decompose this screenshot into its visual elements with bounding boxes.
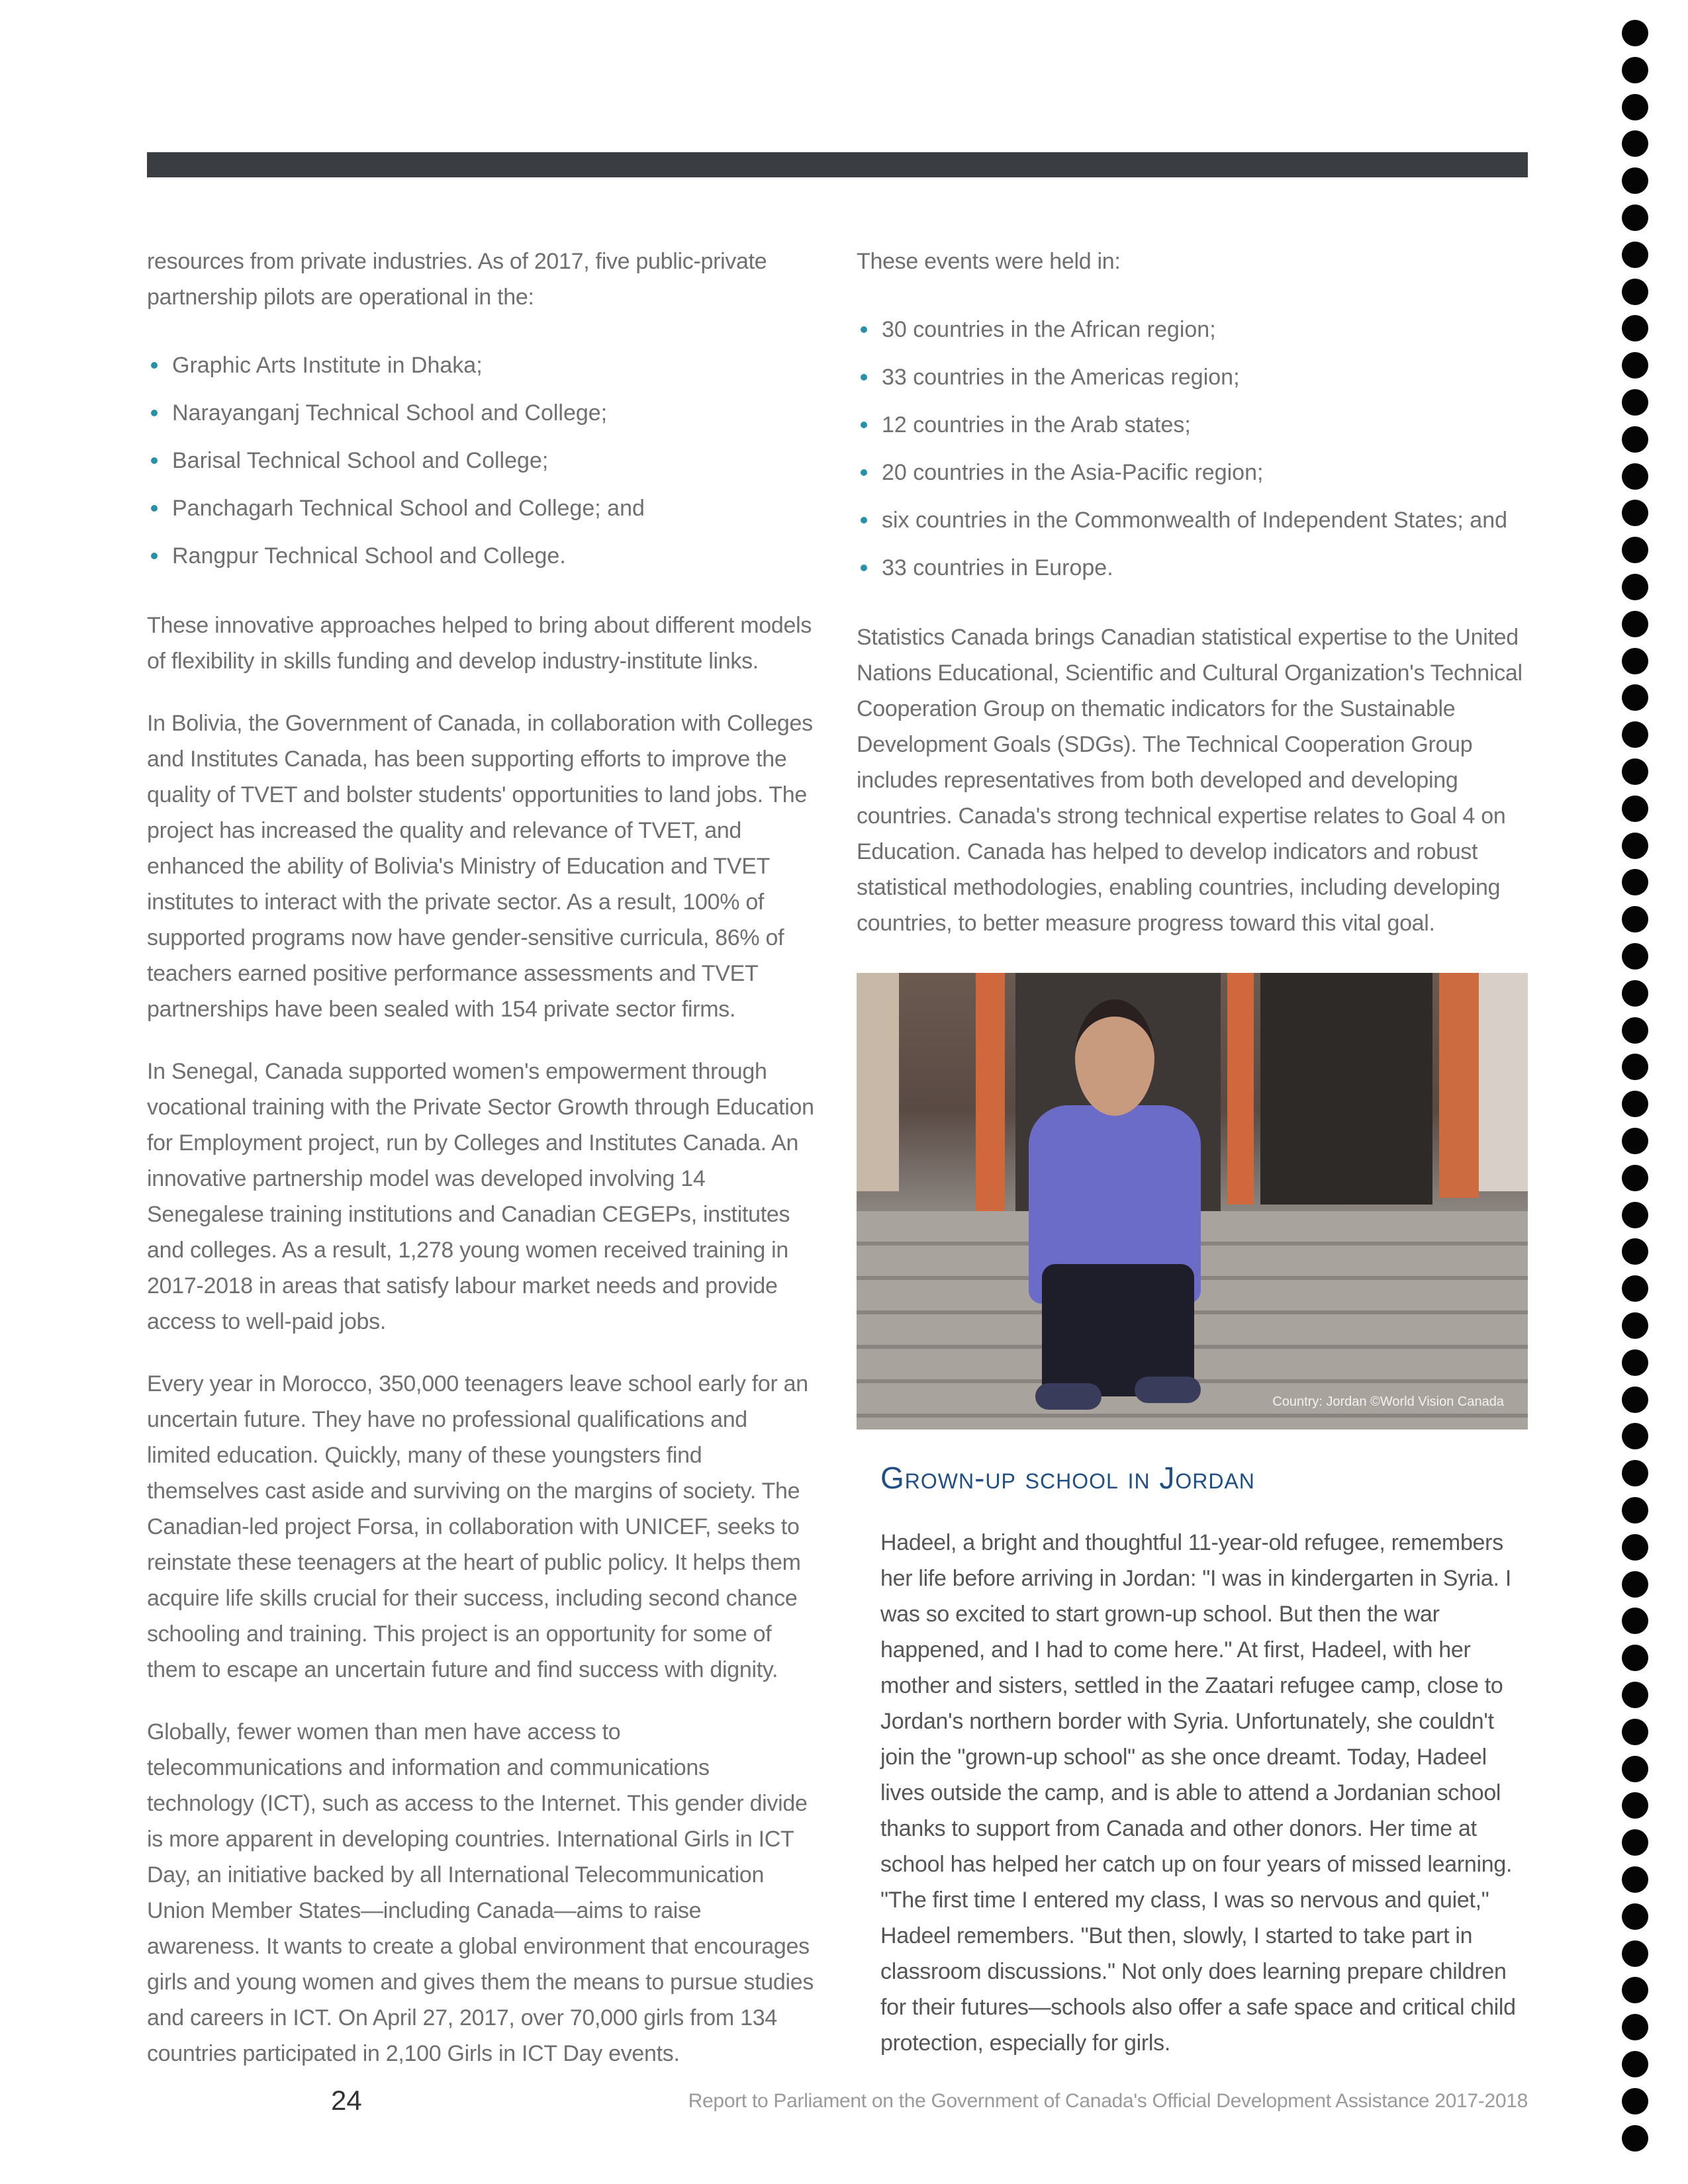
binding-hole	[1622, 2125, 1648, 2152]
binding-hole	[1622, 426, 1648, 453]
right-column	[857, 244, 1528, 2087]
binding-hole	[1622, 1460, 1648, 1486]
binding-hole	[1622, 167, 1648, 194]
girl-on-steps-photo	[857, 973, 1528, 1430]
binding-hole	[1622, 1571, 1648, 1598]
binding-hole	[1622, 205, 1648, 231]
binding-hole	[1622, 1128, 1648, 1154]
binding-hole	[1622, 1940, 1648, 1967]
binding-hole	[1622, 1866, 1648, 1893]
binding-hole	[1622, 1275, 1648, 1302]
list-item: 33 countries in Europe.	[857, 544, 1528, 592]
binding-hole	[1622, 57, 1648, 83]
sidebar-text: Hadeel, a bright and thoughtful 11-year-old refugee, remembers her life before arriving in Jordan: "I was in kindergarten in Syria. I was so excited to start grown-up school. But then the war happened, and I had to come here." At first, Hadeel, with her mother and sisters, settled in the Zaatari refugee camp, close to Jordan's northern border with Syria. Unfortunately, she couldn't join the "grown-up school" as she once dreamt. Today, Hadeel lives outside the camp, and is able to attend a Jordanian school thanks to support from Canada and other donors. Her time at school has helped her catch up on four years of missed learning. "The first time I entered my class, I was so nervous and quiet," Hadeel remembers. "But then, slowly, I started to take part in classroom discussions." Not only does learning prepare children for their futures—schools also offer a safe space and critical child protection, especially for girls.	[880, 1530, 1516, 2056]
binding-hole	[1622, 242, 1648, 268]
list-item: 20 countries in the Asia-Pacific region;	[857, 449, 1528, 496]
list-item: Panchagarh Technical School and College; and	[147, 484, 816, 532]
pilots-intro: resources from private industries. As of 2017, five public-private partnership pilots are operational in the:	[147, 249, 767, 310]
list-item: Rangpur Technical School and College.	[147, 532, 816, 580]
binding-hole	[1622, 1829, 1648, 1856]
binding-hole	[1622, 796, 1648, 822]
binding-hole	[1622, 1903, 1648, 1930]
left-column	[147, 244, 816, 2098]
binding-hole	[1622, 315, 1648, 341]
binding-hole	[1622, 1977, 1648, 2003]
binding-hole	[1622, 1792, 1648, 1819]
paragraph-statistics-canada: Statistics Canada brings Canadian statistical expertise to the United Nations Educational, Scientific and Cultural Organization's Technical Cooperation Group on thematic indicators for the Sustainable Development Goals (SDGs). The Technical Cooperation Group includes representatives from both developed and developing countries. Canada's strong technical expertise relates to Goal 4 on Education. Canada has helped to develop indicators and robust statistical methodologies, enabling countries, including developing countries, to better measure progress toward this vital goal.	[857, 625, 1523, 936]
binding-hole	[1622, 721, 1648, 748]
binding-hole	[1622, 2014, 1648, 2040]
binding-hole	[1622, 130, 1648, 157]
binding-hole	[1622, 980, 1648, 1007]
list-item: Narayanganj Technical School and College;	[147, 389, 816, 437]
binding-hole	[1622, 1719, 1648, 1745]
binding-hole	[1622, 1017, 1648, 1044]
list-item: 12 countries in the Arab states;	[857, 401, 1528, 449]
binding-hole	[1622, 1387, 1648, 1413]
binding-hole	[1622, 1238, 1648, 1265]
paragraph-approaches: These innovative approaches helped to bring about different models of flexibility in skills funding and develop industry-institute links.	[147, 613, 812, 674]
binding-hole	[1622, 1756, 1648, 1782]
binding-hole	[1622, 1534, 1648, 1561]
binding-hole	[1622, 943, 1648, 970]
photo-credit: Country: Jordan ©World Vision Canada	[1272, 1394, 1504, 1409]
binding-hole	[1622, 1202, 1648, 1228]
footer-report-title: Report to Parliament on the Government of Canada's Official Development Assistance 2017-2018	[688, 2090, 1528, 2112]
list-item: Barisal Technical School and College;	[147, 437, 816, 484]
binding-hole	[1622, 611, 1648, 637]
binding-hole	[1622, 1645, 1648, 1671]
regions-list	[857, 306, 1528, 592]
binding-hole	[1622, 758, 1648, 785]
binding-hole	[1622, 1682, 1648, 1708]
binding-holes	[1622, 20, 1655, 2164]
binding-hole	[1622, 1312, 1648, 1339]
binding-hole	[1622, 2051, 1648, 2077]
events-intro: These events were held in:	[857, 249, 1121, 274]
paragraph-ict: Globally, fewer women than men have access to telecommunications and information and communications technology (ICT), such as access to the Internet. This gender divide is more apparent in developing countries. International Girls in ICT Day, an initiative backed by all International Telecommunication Union Member States—including Canada—aims to raise awareness. It wants to create a global environment that encourages girls and young women and gives them the means to pursue studies and careers in ICT. On April 27, 2017, over 70,000 girls from 134 countries participated in 2,100 Girls in ICT Day events.	[147, 1719, 814, 2066]
binding-hole	[1622, 1497, 1648, 1524]
binding-hole	[1622, 463, 1648, 490]
binding-hole	[1622, 684, 1648, 711]
binding-hole	[1622, 574, 1648, 600]
binding-hole	[1622, 1091, 1648, 1117]
binding-hole	[1622, 352, 1648, 379]
paragraph-bolivia: In Bolivia, the Government of Canada, in collaboration with Colleges and Institutes Canada, has been supporting efforts to improve the quality of TVET and bolster students' opportunities to land jobs. The project has increased the quality and relevance of TVET, and enhanced the ability of Bolivia's Ministry of Education and TVET institutes to interact with the private sector. As a result, 100% of supported programs now have gender-sensitive curricula, 86% of teachers earned positive performance assessments and TVET partnerships have been sealed with 154 private sector firms.	[147, 711, 813, 1022]
binding-hole	[1622, 833, 1648, 859]
binding-hole	[1622, 1423, 1648, 1449]
binding-hole	[1622, 500, 1648, 526]
sidebar-title: Grown-up school in Jordan	[880, 1461, 1255, 1495]
binding-hole	[1622, 2088, 1648, 2115]
list-item: 30 countries in the African region;	[857, 306, 1528, 353]
binding-hole	[1622, 1165, 1648, 1191]
binding-hole	[1622, 537, 1648, 563]
binding-hole	[1622, 1608, 1648, 1634]
binding-hole	[1622, 648, 1648, 674]
page-number: 24	[331, 2085, 362, 2116]
binding-hole	[1622, 94, 1648, 120]
paragraph-senegal: In Senegal, Canada supported women's empowerment through vocational training with the Private Sector Growth through Education for Employment project, run by Colleges and Institutes Canada. An innovative partnership model was developed involving 14 Senegalese training institutions and Canadian CEGEPs, institutes and colleges. As a result, 1,278 young women received training in 2017-2018 in areas that satisfy labour market needs and provide access to well-paid jobs.	[147, 1059, 814, 1334]
binding-hole	[1622, 906, 1648, 933]
binding-hole	[1622, 279, 1648, 305]
binding-hole	[1622, 1054, 1648, 1080]
header-bar	[147, 152, 1528, 177]
binding-hole	[1622, 1349, 1648, 1376]
list-item: six countries in the Commonwealth of Independent States; and	[857, 496, 1528, 544]
binding-hole	[1622, 389, 1648, 416]
list-item: Graphic Arts Institute in Dhaka;	[147, 341, 816, 389]
binding-hole	[1622, 20, 1648, 46]
pilots-list	[147, 341, 816, 580]
story-sidebar	[857, 1460, 1528, 2061]
binding-hole	[1622, 869, 1648, 895]
paragraph-morocco: Every year in Morocco, 350,000 teenagers leave school early for an uncertain future. They have no professional qualifications and limited education. Quickly, many of these youngsters find themselves cast aside and surviving on the margins of society. The Canadian-led project Forsa, in collaboration with UNICEF, seeks to reinstate these teenagers at the heart of public policy. It helps them acquire life skills crucial for their success, including second chance schooling and training. This project is an opportunity for some of them to escape an uncertain future and find success with dignity.	[147, 1371, 808, 1682]
list-item: 33 countries in the Americas region;	[857, 353, 1528, 401]
